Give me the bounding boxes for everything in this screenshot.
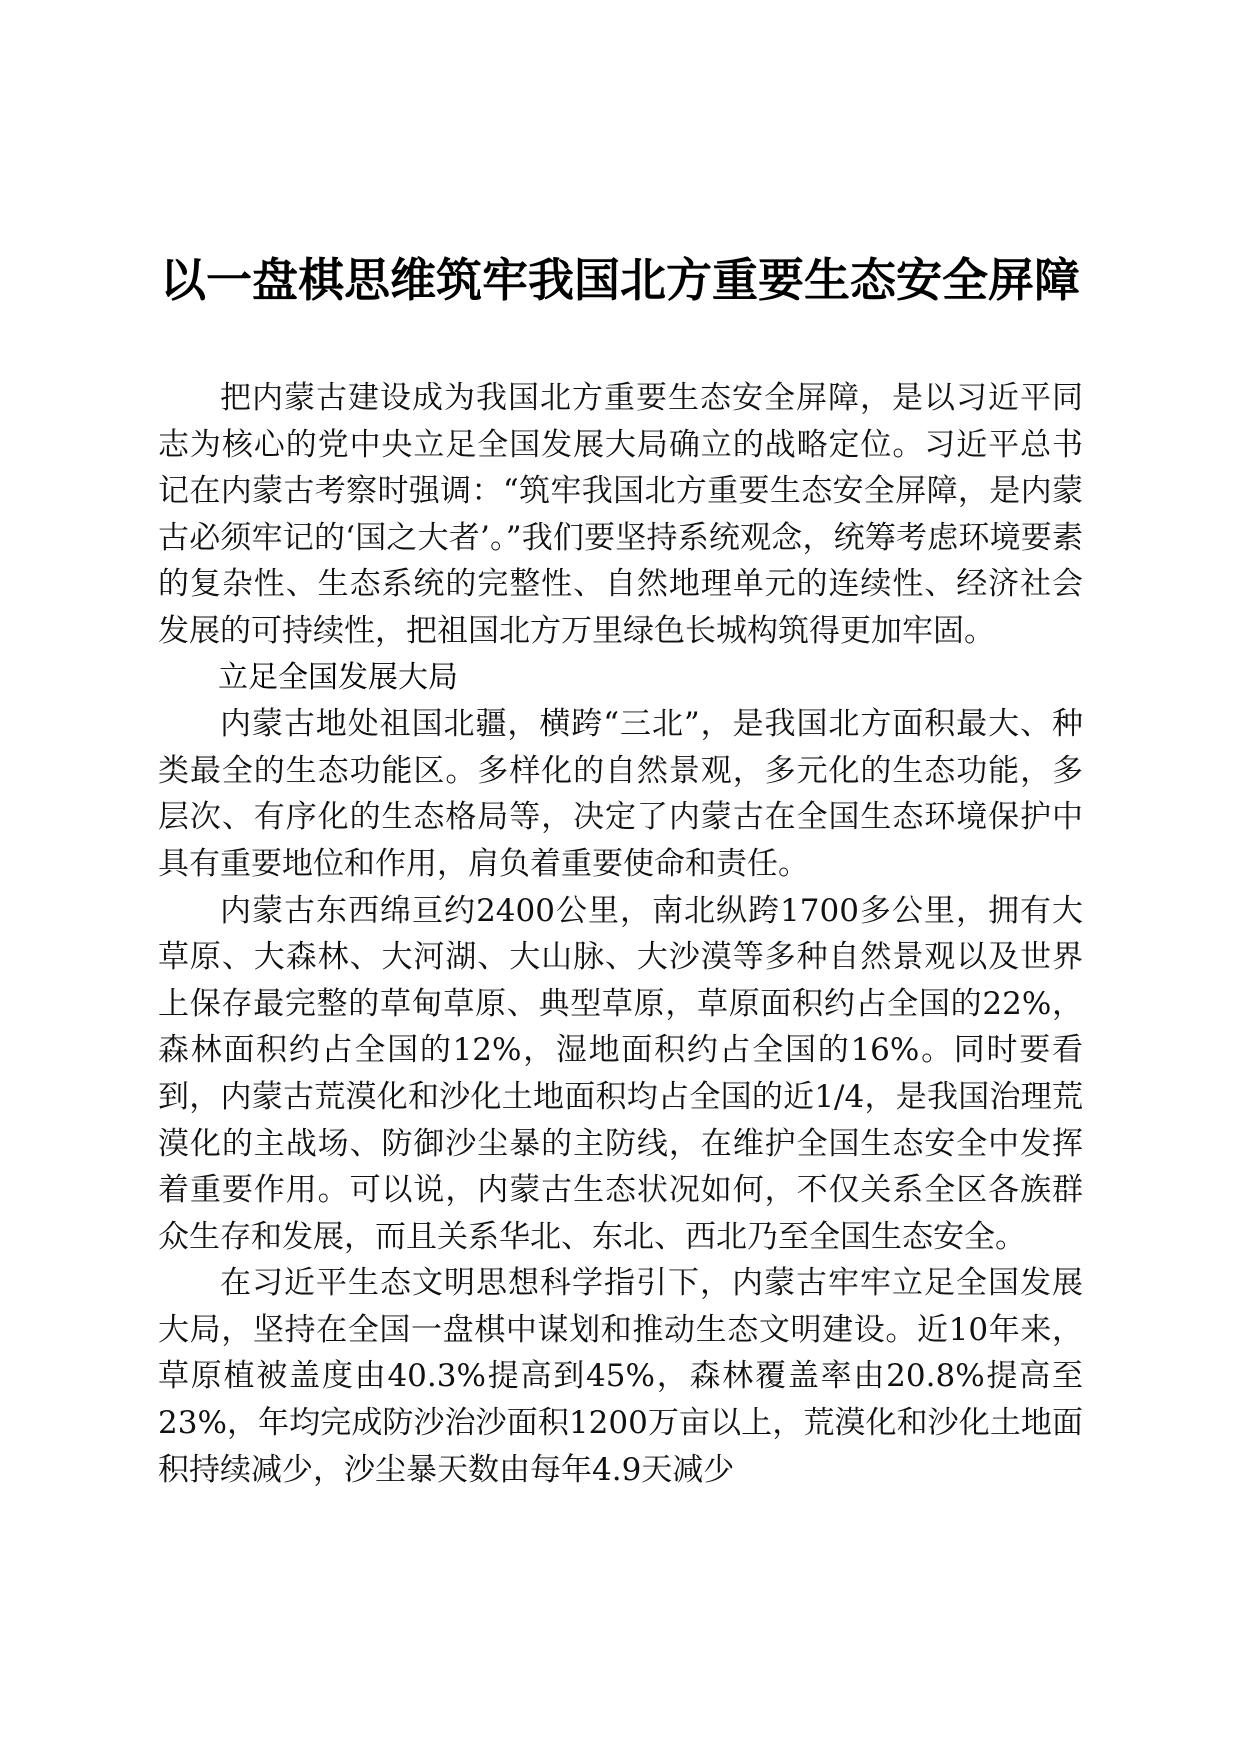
paragraph-geography: 内蒙古东西绵亘约2400公里，南北纵跨1700多公里，拥有大草原、大森林、大河湖、大山脉、大沙漠等多种自然景观以及世界上保存最完整的草甸草原、典型草原，草原面积约占全国的22%，森林面积约占全国的12%，湿地面积约占全国的16%。同时要看到，内蒙古荒漠化和沙化土地面积均占全国的近1/4，是我国治理荒漠化的主战场、防御沙尘暴的主防线，在维护全国生态安全中发挥着重要作用。可以说，内蒙古生态状况如何，不仅关系全区各族群众生存和发展，而且关系华北、东北、西北乃至全国生态安全。 [158, 892, 1083, 1255]
section-heading: 立足全国发展大局 [218, 659, 458, 695]
paragraph-intro: 把内蒙古建设成为我国北方重要生态安全屏障，是以习近平同志为核心的党中央立足全国发展大局确立的战略定位。习近平总书记在内蒙古考察时强调：“筑牢我国北方重要生态安全屏障，是内蒙古必须牢记的‘国之大者’。”我们要坚持系统观念，统筹考虑环境要素的复杂性、生态系统的完整性、自然地理单元的连续性、经济社会发展的可持续性，把祖国北方万里绿色长城构筑得更加牢固。 [158, 380, 1083, 649]
paragraph-location: 内蒙古地处祖国北疆，横跨“三北”，是我国北方面积最大、种类最全的生态功能区。多样化的自然景观，多元化的生态功能，多层次、有序化的生态格局等，决定了内蒙古在全国生态环境保护中具有重要地位和作用，肩负着重要使命和责任。 [158, 706, 1083, 882]
document-title: 以一盘棋思维筑牢我国北方重要生态安全屏障 [160, 253, 1080, 307]
document-body [158, 375, 1083, 1493]
paragraph-progress: 在习近平生态文明思想科学指引下，内蒙古牢牢立足全国发展大局，坚持在全国一盘棋中谋划和推动生态文明建设。近10年来，草原植被盖度由40.3%提高到45%，森林覆盖率由20.8%提高至23%，年均完成防沙治沙面积1200万亩以上，荒漠化和沙化土地面积持续减少，沙尘暴天数由每年4.9天减少 [158, 1265, 1083, 1488]
